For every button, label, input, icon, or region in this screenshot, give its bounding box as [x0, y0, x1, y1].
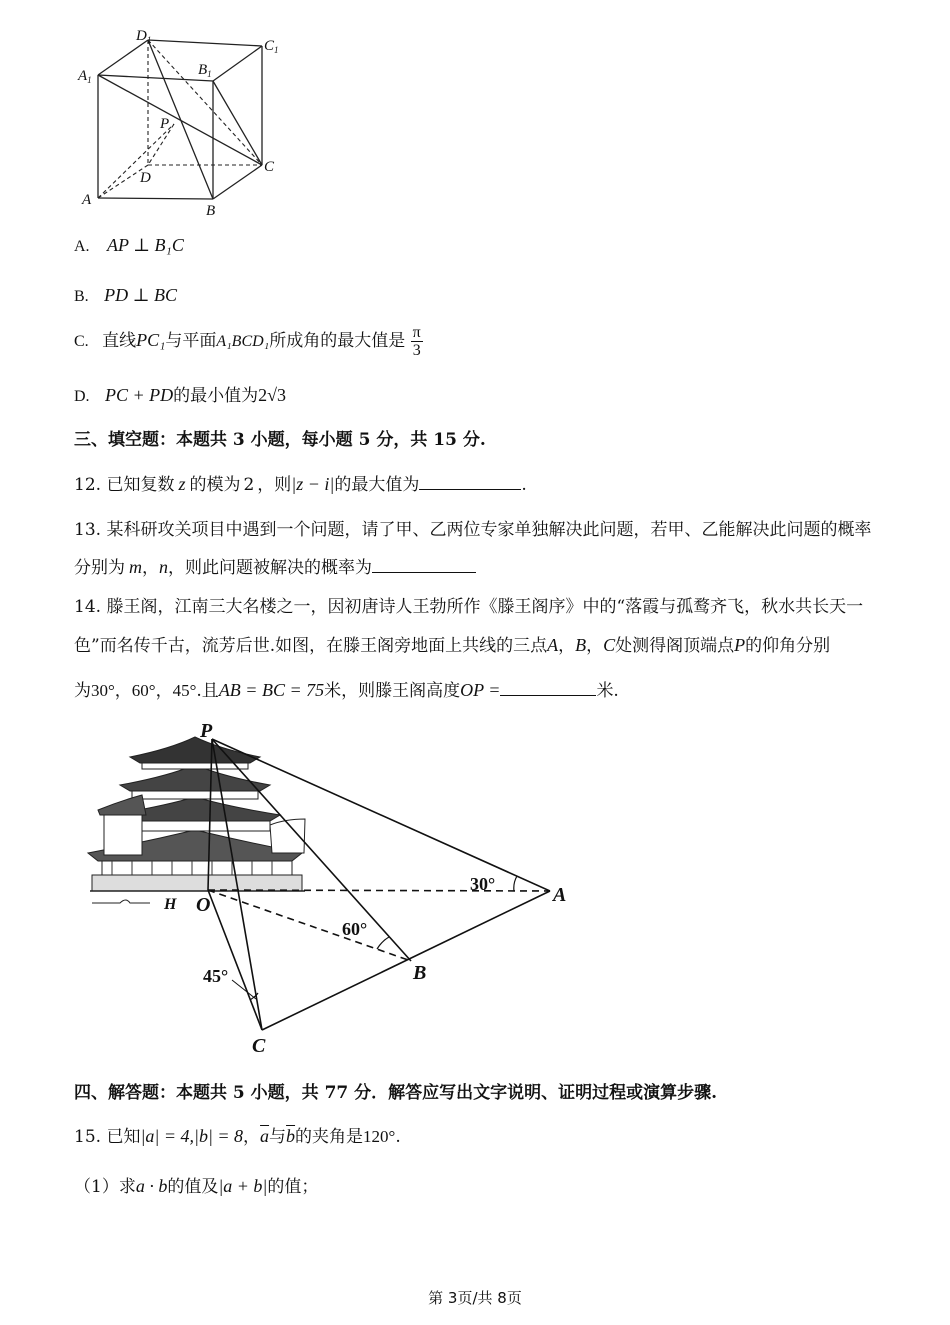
label-H: H [164, 896, 177, 913]
question-12: 12. 已知复数 z 的模为 2 ，则|z − i|的最大值为 . [74, 474, 527, 495]
label-D1: $D_1$ [136, 28, 152, 45]
label-P: P [160, 116, 170, 132]
label-O: O [196, 894, 211, 916]
question-13-line1: 13. 某科研攻关项目中遇到一个问题，请了甲、乙两位专家单独解决此问题，若甲、乙能解决此问题的概率 [74, 520, 872, 540]
label-B: B [413, 962, 427, 984]
label-B1: $B_1$ [198, 62, 212, 79]
question-14-line1: 14. 滕王阁，江南三大名楼之一，因初唐诗人王勃所作《滕王阁序》中的“落霞与孤鹜齐飞，秋水共长天一 [74, 597, 864, 617]
tower-figure [80, 715, 590, 1060]
answer-blank[interactable] [419, 473, 521, 490]
angle-30: 30° [470, 874, 496, 894]
pavilion-drawing [88, 737, 305, 903]
page-number: 第 3页/共 8页 [428, 1289, 522, 1307]
question-15: 15. 已知|a| = 4,|b| = 8，$\overline{a}$与$\overline{b}$的夹角是120°. [74, 1126, 401, 1147]
angle-45: 45° [203, 966, 229, 986]
label-A1: $A_1$ [78, 68, 92, 85]
option-a: A. AP ⊥ B₁C [74, 235, 184, 255]
section-4-title: 四、解答题：本题共 5 小题，共 77 分．解答应写出文字说明、证明过程或演算步骤. [74, 1083, 718, 1103]
label-A: A [82, 192, 92, 208]
label-B: B [206, 203, 216, 219]
question-14-line3: 为30°，60°，45°.且AB = BC = 75米，则滕王阁高度OP = 米. [74, 680, 619, 701]
angle-60: 60° [342, 919, 368, 939]
question-15-part-1: （1）求a · b的值及|a + b|的值； [74, 1176, 319, 1197]
answer-blank[interactable] [372, 556, 476, 573]
option-c: C. 直线PC₁与平面A₁BCD₁所成角的最大值是 $\frac{\pi}{3}$ [74, 324, 421, 359]
answer-blank[interactable] [500, 679, 596, 696]
fraction-pi-over-3: $\frac{\pi}{3}$ [412, 324, 421, 359]
label-C1: $C_1$ [264, 38, 279, 55]
section-3-title: 三、填空题：本题共 3 小题，每小题 5 分，共 15 分. [74, 430, 486, 450]
label-A: A [553, 884, 567, 906]
question-13-line2: 分别为 m，n，则此问题被解决的概率为 [74, 553, 476, 578]
label-C: C [264, 159, 275, 175]
question-14-line2: 色”而名传千古，流芳后世.如图，在滕王阁旁地面上共线的三点A，B，C处测得阁顶端点P的仰角分别 [74, 635, 831, 656]
cube-figure [70, 28, 300, 223]
option-b: B. PD ⊥ BC [74, 285, 178, 305]
option-d: D. PC + PD的最小值为2√3 [74, 385, 287, 406]
label-P: P [200, 720, 213, 742]
label-C: C [252, 1035, 266, 1057]
label-D: D [140, 170, 151, 186]
